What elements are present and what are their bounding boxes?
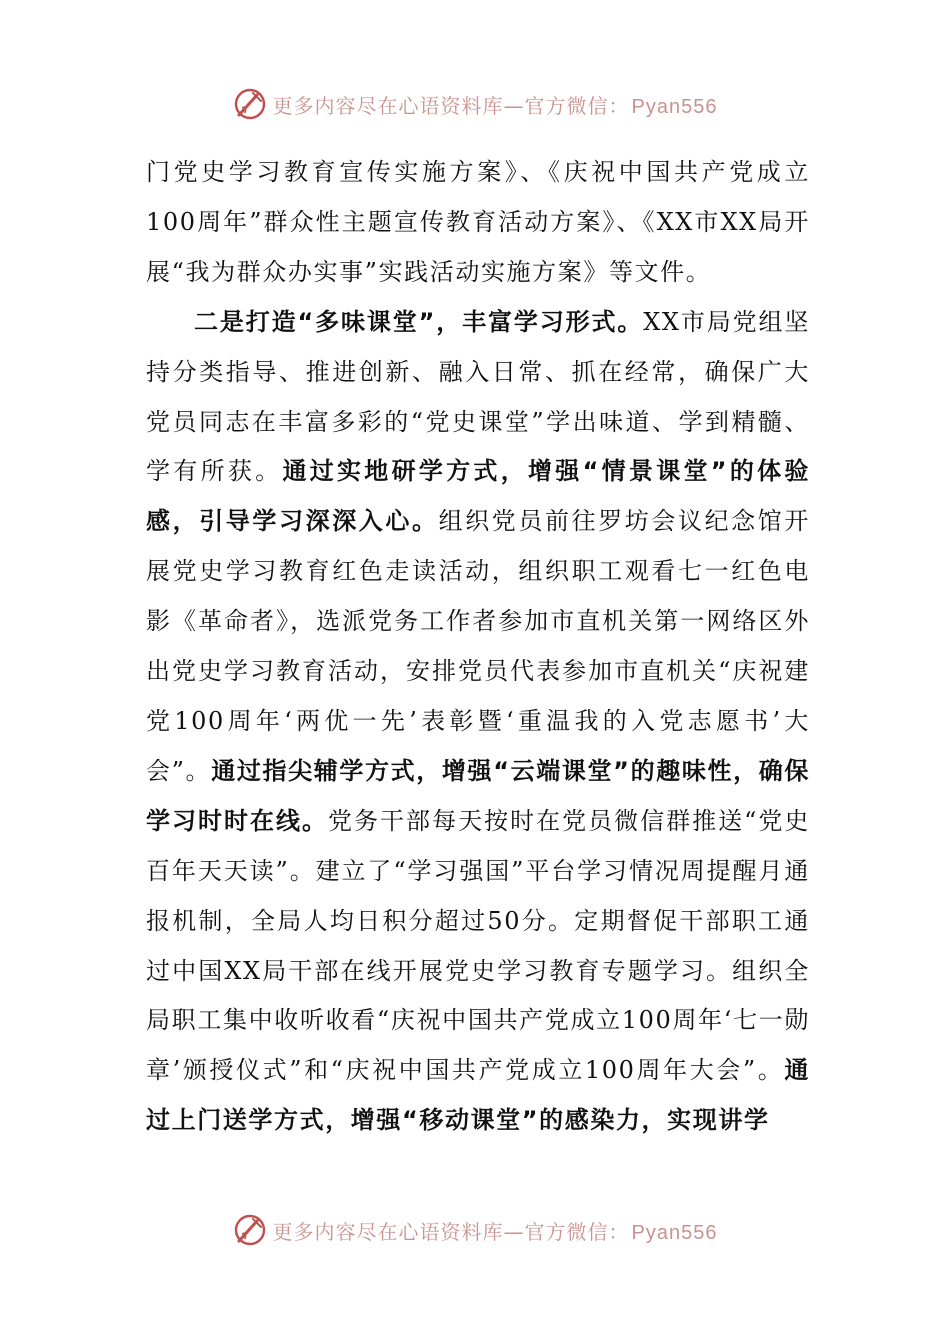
footer-label: 官方微信： [524, 1219, 630, 1244]
pen-logo-icon [233, 1213, 267, 1247]
paragraph-2-cloud-text: 党务干部每天按时在党员微信群推送“党史百年天天读”。建立了“学习强国”平台学习情况周提醒月通报机制，全局人均日积分超过50分。定期督促干部职工通过中国XX局干部在线开展党史学习教育专题学习。组织全局职工集中收听收看“庆祝中国共产党成立100周年‘七一勋章’颁授仪式”和“庆祝中国共产党成立100周年大会”。 [146, 806, 811, 1085]
subheading-mobile-classroom: 通过上门送学方式，增强“移动课堂”的感染力，实现讲学 [146, 1056, 810, 1135]
footer-lead: 更多内容尽在心语资料库 [272, 1219, 504, 1244]
heading-two-classroom: 二是打造“多味课堂”，丰富学习形式。 [194, 307, 644, 336]
footer-wechat-id: Pyan556 [631, 1221, 718, 1244]
footer-watermark [0, 1210, 950, 1250]
paragraph-2-intro: XX市局党组坚持分类指导、推进创新、融入日常、抓在经常，确保广大党员同志在丰富多彩的“党史课堂”学出味道、学到精髓、学有所获。 [146, 307, 810, 486]
header-watermark-text [273, 90, 718, 119]
paragraph-2 [146, 298, 810, 1146]
paragraph-2-scenario-text: 组织党员前往罗坊会议纪念馆开展党史学习教育红色走读活动，组织职工观看七一红色电影《革命者》，选派党务工作者参加市直机关第一网络区外出党史学习教育活动，安排党员代表参加市直机关“庆祝建党100周年‘两优一先’表彰暨‘重温我的入党志愿书’大会”。 [146, 507, 810, 785]
header-watermark [0, 84, 950, 124]
header-dash: — [503, 93, 525, 118]
subheading-scenario-classroom: 通过实地研学方式，增强“情景课堂”的体验感，引导学习深深入心。 [146, 457, 811, 536]
subheading-cloud-classroom: 通过指尖辅学方式，增强“云端课堂”的趣味性，确保学习时时在线。 [146, 756, 810, 835]
paragraph-1 [146, 148, 810, 298]
footer-watermark-text [273, 1216, 718, 1245]
header-lead: 更多内容尽在心语资料库 [272, 93, 504, 118]
header-label: 官方微信： [524, 93, 630, 118]
pen-logo-icon [233, 87, 267, 121]
header-wechat-id: Pyan556 [631, 95, 718, 118]
paragraph-1-text: 门党史学习教育宣传实施方案》、《庆祝中国共产党成立100周年”群众性主题宣传教育活动方案》、《XX市XX局开展“我为群众办实事”实践活动实施方案》等文件。 [146, 158, 810, 286]
footer-dash: — [503, 1219, 525, 1244]
document-body [146, 148, 810, 1146]
